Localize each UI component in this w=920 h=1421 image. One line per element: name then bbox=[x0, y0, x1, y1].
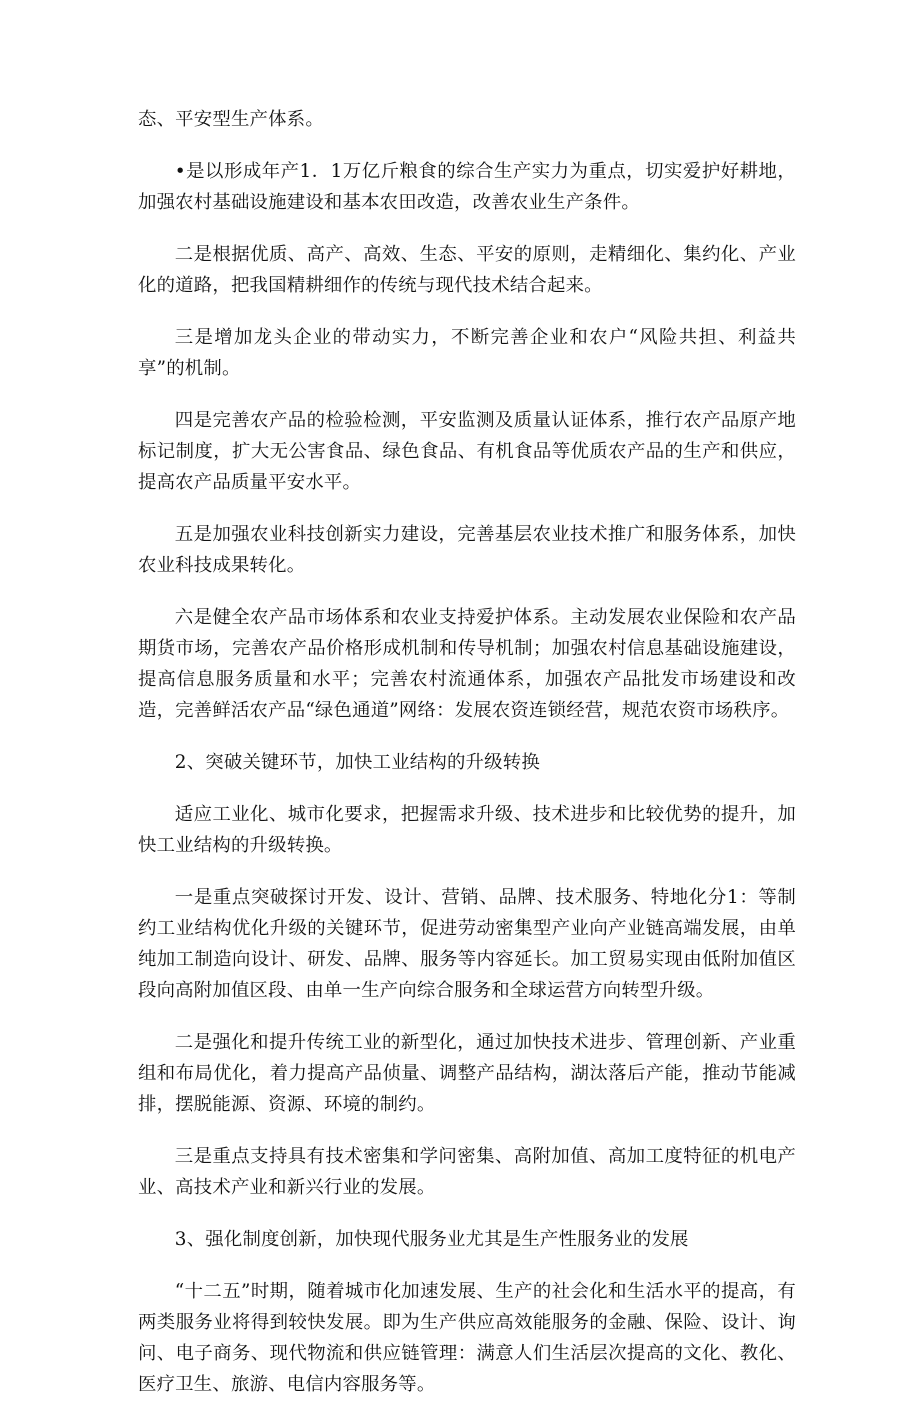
paragraph-section-2-point-3: 三是重点支持具有技术密集和学问密集、高附加值、高加工度特征的机电产业、高技术产业和新兴行业的发展。 bbox=[138, 1146, 796, 1198]
paragraph-section-3-intro: “十二五”时期，随着城市化加速发展、生产的社会化和生活水平的提高，有两类服务业将得到较快发展。即为生产供应高效能服务的金融、保险、设计、询问、电子商务、现代物流和供应链管理：满意人们生活层次提高的文化、教化、医疗卫生、旅游、电信内容服务等。 bbox=[138, 1281, 796, 1395]
paragraph-section-2-intro: 适应工业化、城市化要求，把握需求升级、技术进步和比较优势的提升，加快工业结构的升级转换。 bbox=[138, 804, 796, 856]
paragraph-point-4: 四是完善农产品的检验检测，平安监测及质量认证体系，推行农产品原产地标记制度，扩大无公害食品、绿色食品、有机食品等优质农产品的生产和供应，提高农产品质量平安水平。 bbox=[138, 410, 796, 493]
paragraph-point-6: 六是健全农产品市场体系和农业支持爱护体系。主动发展农业保险和农产品期货市场，完善农产品价格形成机制和传导机制；加强农村信息基础设施建设，提高信息服务质量和水平；完善农村流通体系，加强农产品批发市场建设和改造，完善鲜活农产品“绿色通道”网络：发展农资连锁经营，规范农资市场秩序。 bbox=[138, 607, 796, 721]
paragraph-point-3: 三是增加龙头企业的带动实力，不断完善企业和农户“风险共担、利益共享”的机制。 bbox=[138, 327, 796, 379]
paragraph-section-2-point-1: 一是重点突破探讨开发、设计、营销、品牌、技术服务、特地化分1：等制约工业结构优化升级的关键环节，促进劳动密集型产业向产业链高端发展，由单纯加工制造向设计、研发、品牌、服务等内容延长。加工贸易实现由低附加值区段向高附加值区段、由单一生产向综合服务和全球运营方向转型升级。 bbox=[138, 887, 796, 1001]
paragraph-section-2-point-2: 二是强化和提升传统工业的新型化，通过加快技术进步、管理创新、产业重组和布局优化，着力提高产品侦量、调整产品结构，湖汰落后产能，推动节能减排，摆脱能源、资源、环境的制约。 bbox=[138, 1032, 796, 1115]
paragraph-continuation: 态、平安型生产体系。 bbox=[138, 109, 324, 130]
paragraph-point-1: •是以形成年产1．1万亿斤粮食的综合生产实力为重点，切实爱护好耕地，加强农村基础设施建设和基本农田改造，改善农业生产条件。 bbox=[138, 161, 796, 213]
section-heading-3: 3、强化制度创新，加快现代服务业尤其是生产性服务业的发展 bbox=[174, 1229, 689, 1250]
paragraph-point-5: 五是加强农业科技创新实力建设，完善基层农业技术推广和服务体系，加快农业科技成果转化。 bbox=[138, 524, 796, 576]
section-heading-2: 2、突破关键环节，加快工业结构的升级转换 bbox=[174, 752, 540, 773]
document-body bbox=[138, 104, 796, 1421]
paragraph-point-2: 二是根据优质、高产、高效、生态、平安的原则，走精细化、集约化、产业化的道路，把我国精耕细作的传统与现代技术结合起来。 bbox=[138, 244, 796, 296]
